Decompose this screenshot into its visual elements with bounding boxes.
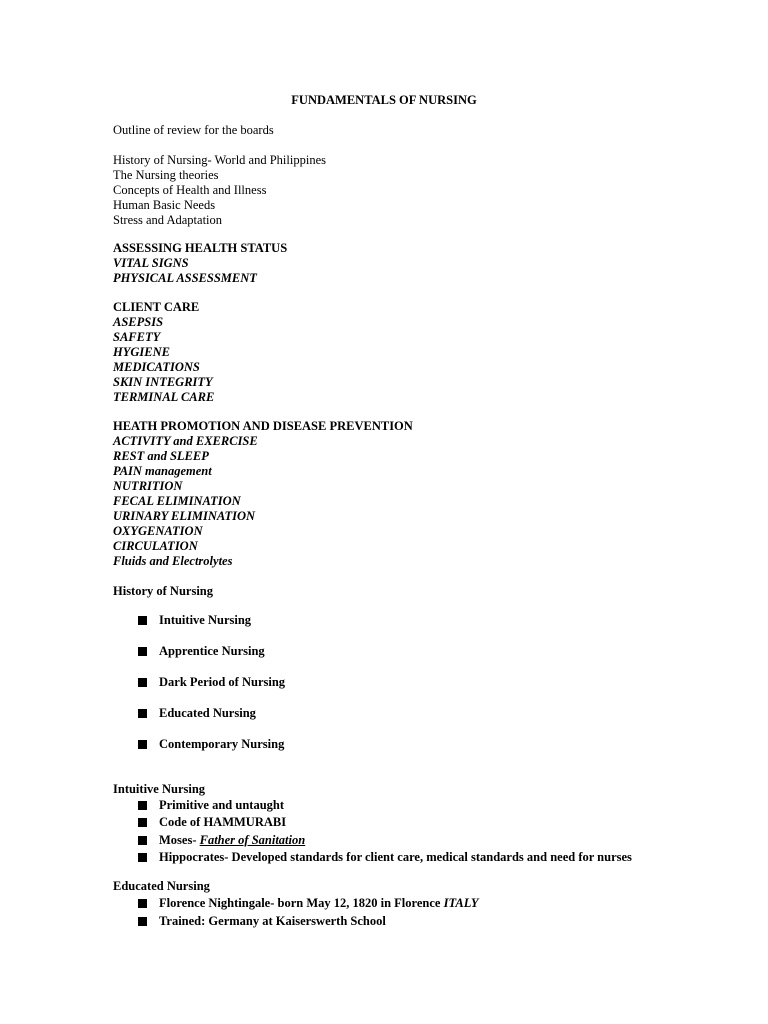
list-item-label: Apprentice Nursing xyxy=(159,644,265,658)
square-bullet-icon xyxy=(138,801,147,810)
section-item: REST and SLEEP xyxy=(113,449,209,463)
square-bullet-icon xyxy=(138,709,147,718)
section-item: ASEPSIS xyxy=(113,315,164,329)
topic-item: Concepts of Health and Illness xyxy=(113,183,267,197)
topic-list xyxy=(113,153,733,228)
list-item xyxy=(113,833,733,848)
topic-item: The Nursing theories xyxy=(113,168,219,182)
section-item: CIRCULATION xyxy=(113,539,198,553)
list-item-label: Educated Nursing xyxy=(159,706,256,720)
history-list xyxy=(113,613,733,768)
topic-item: Human Basic Needs xyxy=(113,198,216,212)
section-item: TERMINAL CARE xyxy=(113,390,215,404)
section-item: PAIN management xyxy=(113,464,212,478)
list-item-label: Trained: Germany at Kaiserswerth School xyxy=(159,914,386,928)
list-item-label: Primitive and untaught xyxy=(159,798,285,812)
section-item: VITAL SIGNS xyxy=(113,256,189,270)
list-item-label: Contemporary Nursing xyxy=(159,737,285,751)
square-bullet-icon xyxy=(138,740,147,749)
list-item xyxy=(113,737,733,752)
square-bullet-icon xyxy=(138,818,147,827)
section-heading: CLIENT CARE xyxy=(113,300,200,314)
topic-item: History of Nursing- World and Philippines xyxy=(113,153,326,167)
section-item: PHYSICAL ASSESSMENT xyxy=(113,271,257,285)
section-item: NUTRITION xyxy=(113,479,183,493)
list-item xyxy=(113,896,733,911)
list-item xyxy=(113,644,733,659)
outline-intro xyxy=(113,123,733,138)
section-heading: ASSESSING HEALTH STATUS xyxy=(113,241,288,255)
list-item-label: Moses- xyxy=(159,833,197,847)
section-heading: Intuitive Nursing xyxy=(113,782,206,796)
educated-section xyxy=(113,879,733,929)
square-bullet-icon xyxy=(138,853,147,862)
assessing-section xyxy=(113,241,733,286)
section-item: MEDICATIONS xyxy=(113,360,200,374)
client-care-section xyxy=(113,300,733,405)
father-of-sanitation-text: Father of Sanitation xyxy=(199,833,306,847)
health-promotion-section xyxy=(113,419,733,569)
list-item xyxy=(113,815,733,830)
section-item: SKIN INTEGRITY xyxy=(113,375,213,389)
list-item xyxy=(113,675,733,690)
list-item-label: Intuitive Nursing xyxy=(159,613,252,627)
section-item: URINARY ELIMINATION xyxy=(113,509,256,523)
section-item: FECAL ELIMINATION xyxy=(113,494,241,508)
list-item-label: Florence Nightingale- born May 12, 1820 in Florence xyxy=(159,896,441,910)
list-item xyxy=(113,798,733,813)
square-bullet-icon xyxy=(138,836,147,845)
list-item-label: Code of HAMMURABI xyxy=(159,815,287,829)
square-bullet-icon xyxy=(138,678,147,687)
section-heading: Educated Nursing xyxy=(113,879,210,893)
list-item-label: Dark Period of Nursing xyxy=(159,675,286,689)
list-item-label: Hippocrates- Developed standards for client care, medical standards and need for nurses xyxy=(159,850,632,864)
square-bullet-icon xyxy=(138,917,147,926)
square-bullet-icon xyxy=(138,899,147,908)
section-item: HYGIENE xyxy=(113,345,170,359)
list-item xyxy=(113,706,733,721)
italy-text: ITALY xyxy=(443,896,479,910)
section-heading: HEATH PROMOTION AND DISEASE PREVENTION xyxy=(113,419,413,433)
topic-item: Stress and Adaptation xyxy=(113,213,223,227)
section-item: SAFETY xyxy=(113,330,161,344)
list-item xyxy=(113,613,733,628)
section-heading: History of Nursing xyxy=(113,584,213,598)
section-item: Fluids and Electrolytes xyxy=(113,554,233,568)
section-item: ACTIVITY and EXERCISE xyxy=(113,434,258,448)
section-item: OXYGENATION xyxy=(113,524,203,538)
intuitive-section xyxy=(113,782,733,865)
list-item xyxy=(113,850,733,865)
square-bullet-icon xyxy=(138,647,147,656)
outline-subtitle: Outline of review for the boards xyxy=(113,123,274,137)
document-title: FUNDAMENTALS OF NURSING xyxy=(291,93,477,107)
history-heading-block xyxy=(113,584,733,599)
list-item xyxy=(113,914,733,929)
square-bullet-icon xyxy=(138,616,147,625)
